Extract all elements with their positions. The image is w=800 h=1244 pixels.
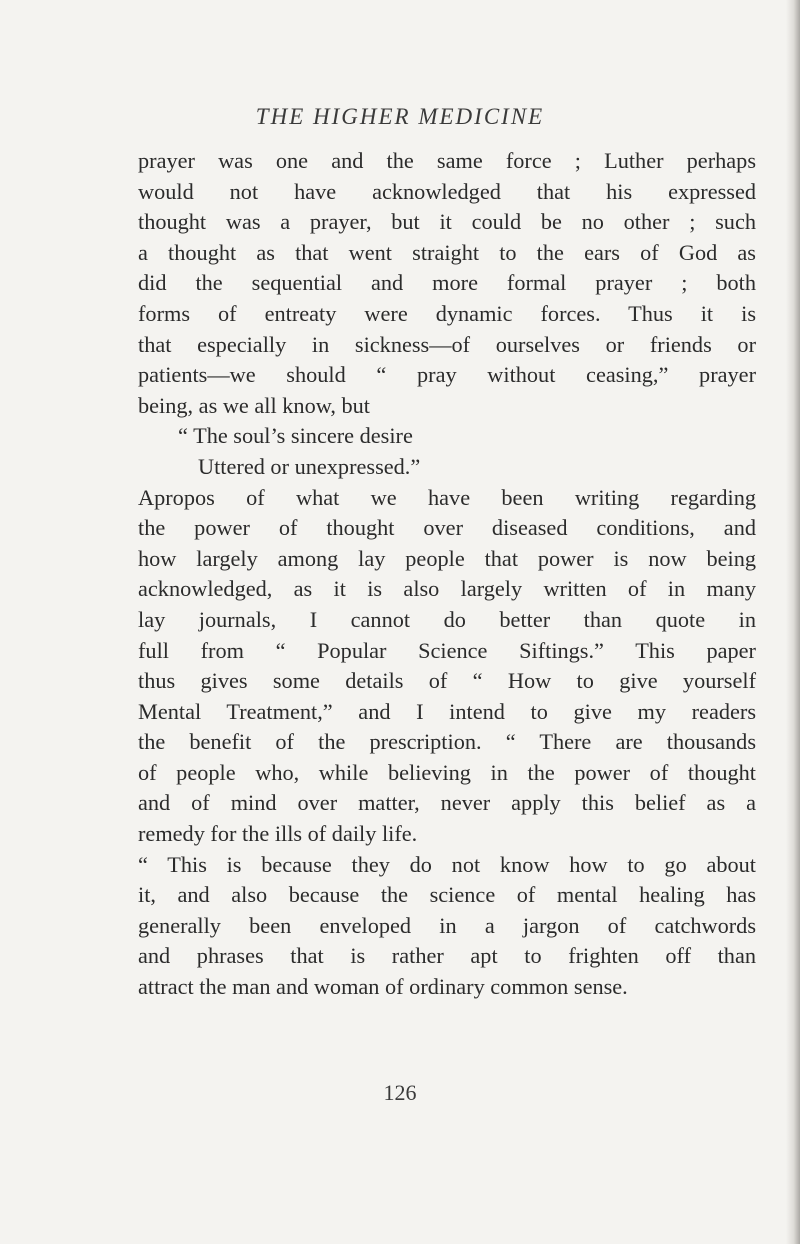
text-line: remedy for the ills of daily life. (138, 821, 418, 847)
text-line: acknowledged, as it is also largely written of in many (138, 576, 756, 602)
text-line: generally been enveloped in a jargon of catchwords (138, 912, 756, 938)
text-line: prayer was one and the same force ; Luther perhaps (138, 148, 756, 173)
page-number: 126 (383, 1080, 417, 1105)
text-line: and of mind over matter, never apply this belief as a (138, 790, 756, 816)
text-line: Mental Treatment,” and I intend to give my readers (138, 698, 756, 724)
text-line: the power of thought over diseased conditions, and (138, 515, 756, 541)
text-line: thought was a prayer, but it could be no other ; such (138, 209, 756, 235)
text-line: forms of entreaty were dynamic forces. Thus it is (138, 300, 756, 326)
text-line: it, and also because the science of mental healing has (138, 882, 756, 908)
text-line: attract the man and woman of ordinary common sense. (138, 974, 628, 1000)
verse-line: “ The soul’s sincere desire (178, 423, 413, 449)
running-head: THE HIGHER MEDICINE (255, 104, 545, 129)
text-line: that especially in sickness—of ourselves or friends or (138, 331, 756, 357)
text-line: patients—we should “ pray without ceasing,” prayer (138, 362, 756, 388)
text-line: how largely among lay people that power is now being (138, 545, 756, 571)
page-edge-shadow (786, 0, 800, 1244)
text-line: lay journals, I cannot do better than quote in (138, 606, 756, 632)
text-line: did the sequential and more formal prayer ; both (138, 270, 756, 296)
text-line: Apropos of what we have been writing regarding (138, 484, 756, 510)
text-line: of people who, while believing in the power of thought (138, 759, 756, 785)
text-line: and phrases that is rather apt to frighten off than (138, 943, 756, 969)
verse-line: Uttered or unexpressed.” (198, 453, 421, 479)
text-line: the benefit of the prescription. “ There are thousands (138, 729, 756, 755)
text-line: would not have acknowledged that his expressed (138, 178, 756, 204)
text-line: “ This is because they do not know how to go about (138, 851, 756, 877)
body-text (138, 146, 756, 1003)
text-line: full from “ Popular Science Siftings.” This paper (138, 637, 756, 663)
text-line: being, as we all know, but (138, 392, 371, 418)
text-line: a thought as that went straight to the ears of God as (138, 239, 756, 265)
text-line: thus gives some details of “ How to give yourself (138, 668, 756, 694)
